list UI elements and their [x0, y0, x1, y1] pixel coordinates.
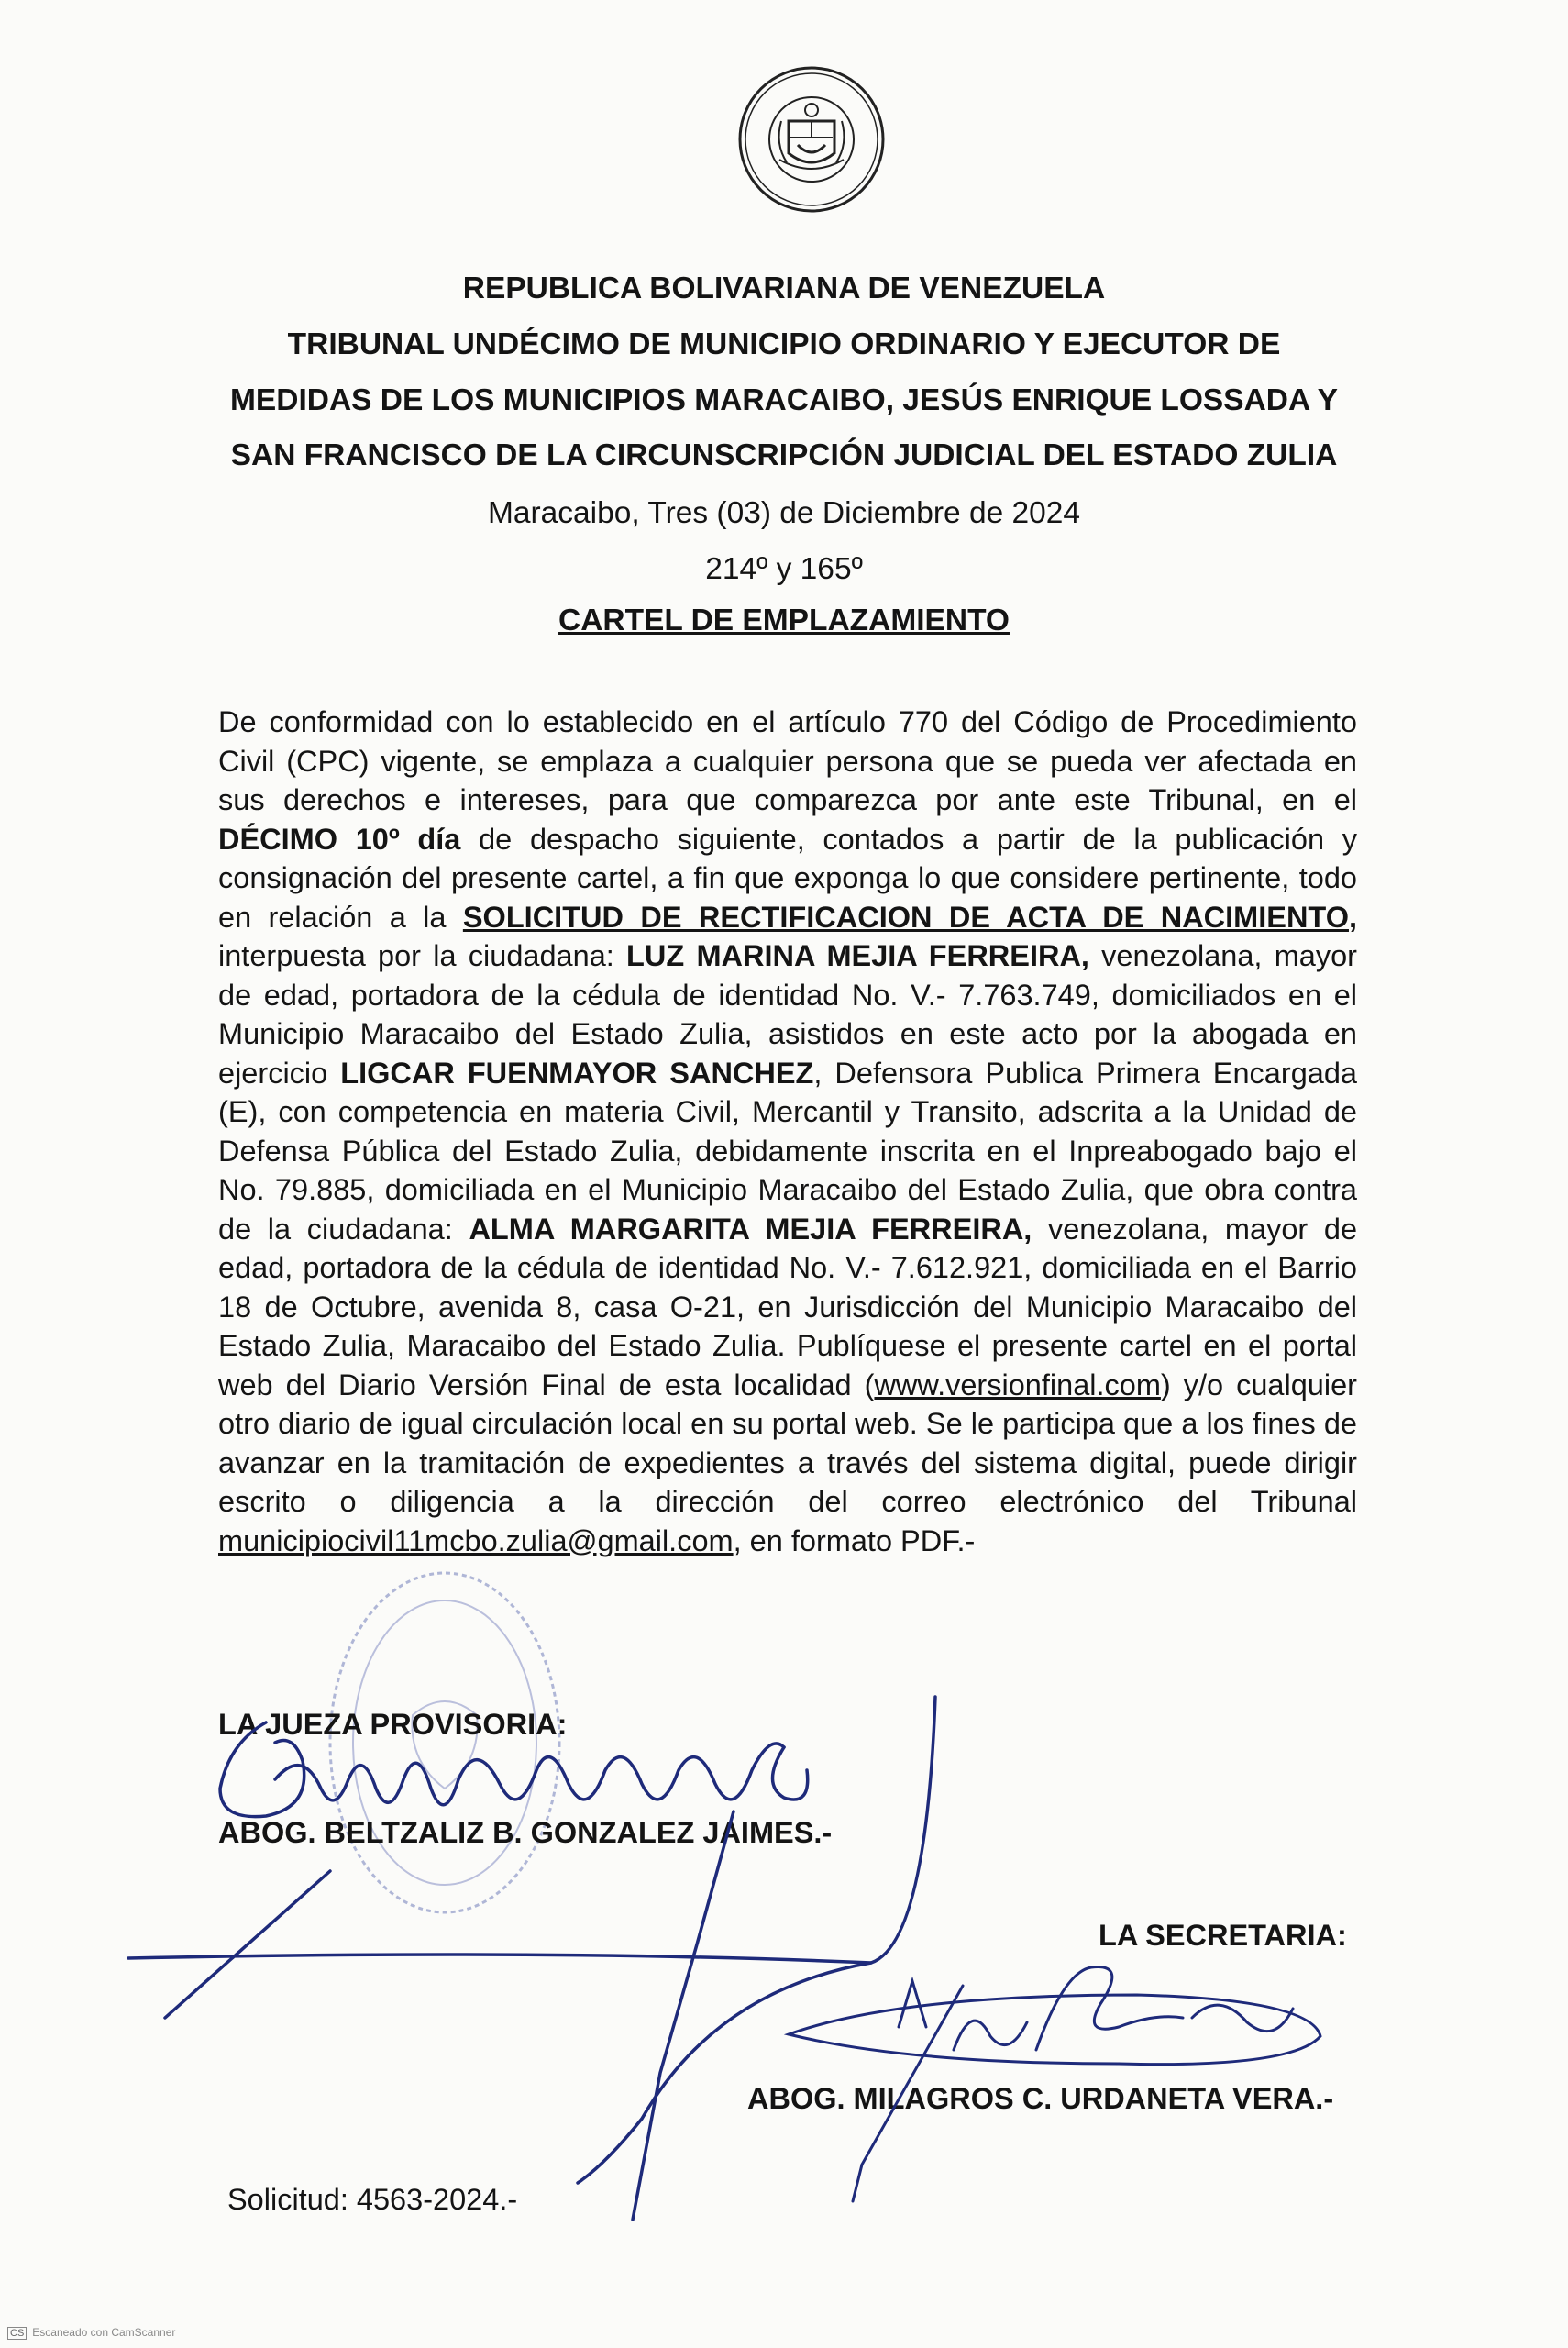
body-paragraph: [218, 703, 1357, 1560]
body-text-7: ) y/o cualquier otro diario de igual circulación local en su portal web. Se le participa que a los fines de avanzar en la tramitación de expedientes a través del sistema digital, puede dirigir escrito o diligencia a la dirección del correo electrónico del Tribunal: [218, 1368, 1357, 1518]
header-years: 214º y 165º: [705, 552, 863, 586]
request-number: Solicitud: 4563-2024.-: [227, 2183, 518, 2216]
header-court-line2: MEDIDAS DE LOS MUNICIPIOS MARACAIBO, JESÚS ENRIQUE LOSSADA Y: [230, 383, 1338, 417]
judge-name: ABOG. BELTZALIZ B. GONZALEZ JAIMES.-: [218, 1816, 833, 1849]
website-link[interactable]: www.versionfinal.com: [874, 1368, 1161, 1401]
body-text-2: de despacho siguiente, contados a partir de la publicación y consignación del presente cartel, a fin que exponga lo que considere pertinente, todo en relación a la: [218, 822, 1357, 934]
document-title: CARTEL DE EMPLAZAMIENTO: [558, 604, 1010, 637]
header-court-line1: TRIBUNAL UNDÉCIMO DE MUNICIPIO ORDINARIO Y EJECUTOR DE: [287, 327, 1281, 361]
judge-title: LA JUEZA PROVISORIA:: [218, 1708, 568, 1741]
body-bold-respondent: ALMA MARGARITA MEJIA FERREIRA,: [469, 1212, 1032, 1246]
body-bold-applicant: LUZ MARINA MEJIA FERREIRA,: [626, 939, 1089, 972]
body-text-5: , Defensora Publica Primera Encargada (E), con competencia en materia Civil, Mercantil y Transito, adscrita a la Unidad de Defensa Pública del Estado Zulia, debidamente inscrita en el Inpreabogado bajo el No. 79.885, domiciliada en el Municipio Maracaibo del Estado Zulia, que obra contra de la ciudadana:: [218, 1056, 1357, 1246]
body-bold-request: SOLICITUD DE RECTIFICACION DE ACTA DE NACIMIENTO: [462, 900, 1349, 934]
body-text-4: venezolana, mayor de edad, portadora de la cédula de identidad No. V.- 7.763.749, domiciliados en el Municipio Maracaibo del Estado Zulia, asistidos en este acto por la abogada en ejercicio: [218, 939, 1357, 1090]
email-link[interactable]: municipiocivil11mcbo.zulia@gmail.com: [218, 1523, 734, 1557]
court-stamp: [312, 1559, 578, 1926]
header-country: REPUBLICA BOLIVARIANA DE VENEZUELA: [462, 271, 1106, 305]
body-text-1: De conformidad con lo establecido en el artículo 770 del Código de Procedimiento Civil (CPC) vigente, se emplaza a cualquier persona que se pueda ver afectada en sus derechos e intereses, para que comparezca por ante este Tribunal, en el: [218, 705, 1357, 816]
header-court-line3: SAN FRANCISCO DE LA CIRCUNSCRIPCIÓN JUDICIAL DEL ESTADO ZULIA: [230, 438, 1338, 472]
body-bold-comma: ,: [1348, 900, 1357, 934]
scanner-watermark: [7, 2326, 175, 2340]
camscanner-logo: CS: [7, 2327, 27, 2340]
secretary-title: LA SECRETARIA:: [1099, 1919, 1347, 1952]
header-date: Maracaibo, Tres (03) de Diciembre de 2024: [487, 496, 1081, 530]
body-bold-day: DÉCIMO 10º día: [218, 822, 461, 856]
court-seal: [734, 57, 889, 231]
secretary-name: ABOG. MILAGROS C. URDANETA VERA.-: [747, 2082, 1334, 2115]
body-text-6: venezolana, mayor de edad, portadora de la cédula de identidad No. V.- 7.612.921, domiciliada en el Barrio 18 de Octubre, avenida 8, casa O-21, en Jurisdicción del Municipio Maracaibo del Estado Zulia, Maracaibo del Estado Zulia. Publíquese el presente cartel en el portal web del Diario Versión Final de esta localidad (: [218, 1212, 1358, 1401]
scanner-text: Escaneado con CamScanner: [32, 2326, 176, 2339]
body-text-3: interpuesta por la ciudadana:: [218, 939, 627, 972]
body-bold-attorney: LIGCAR FUENMAYOR SANCHEZ: [340, 1056, 814, 1090]
body-text-8: , en formato PDF.-: [733, 1523, 976, 1557]
